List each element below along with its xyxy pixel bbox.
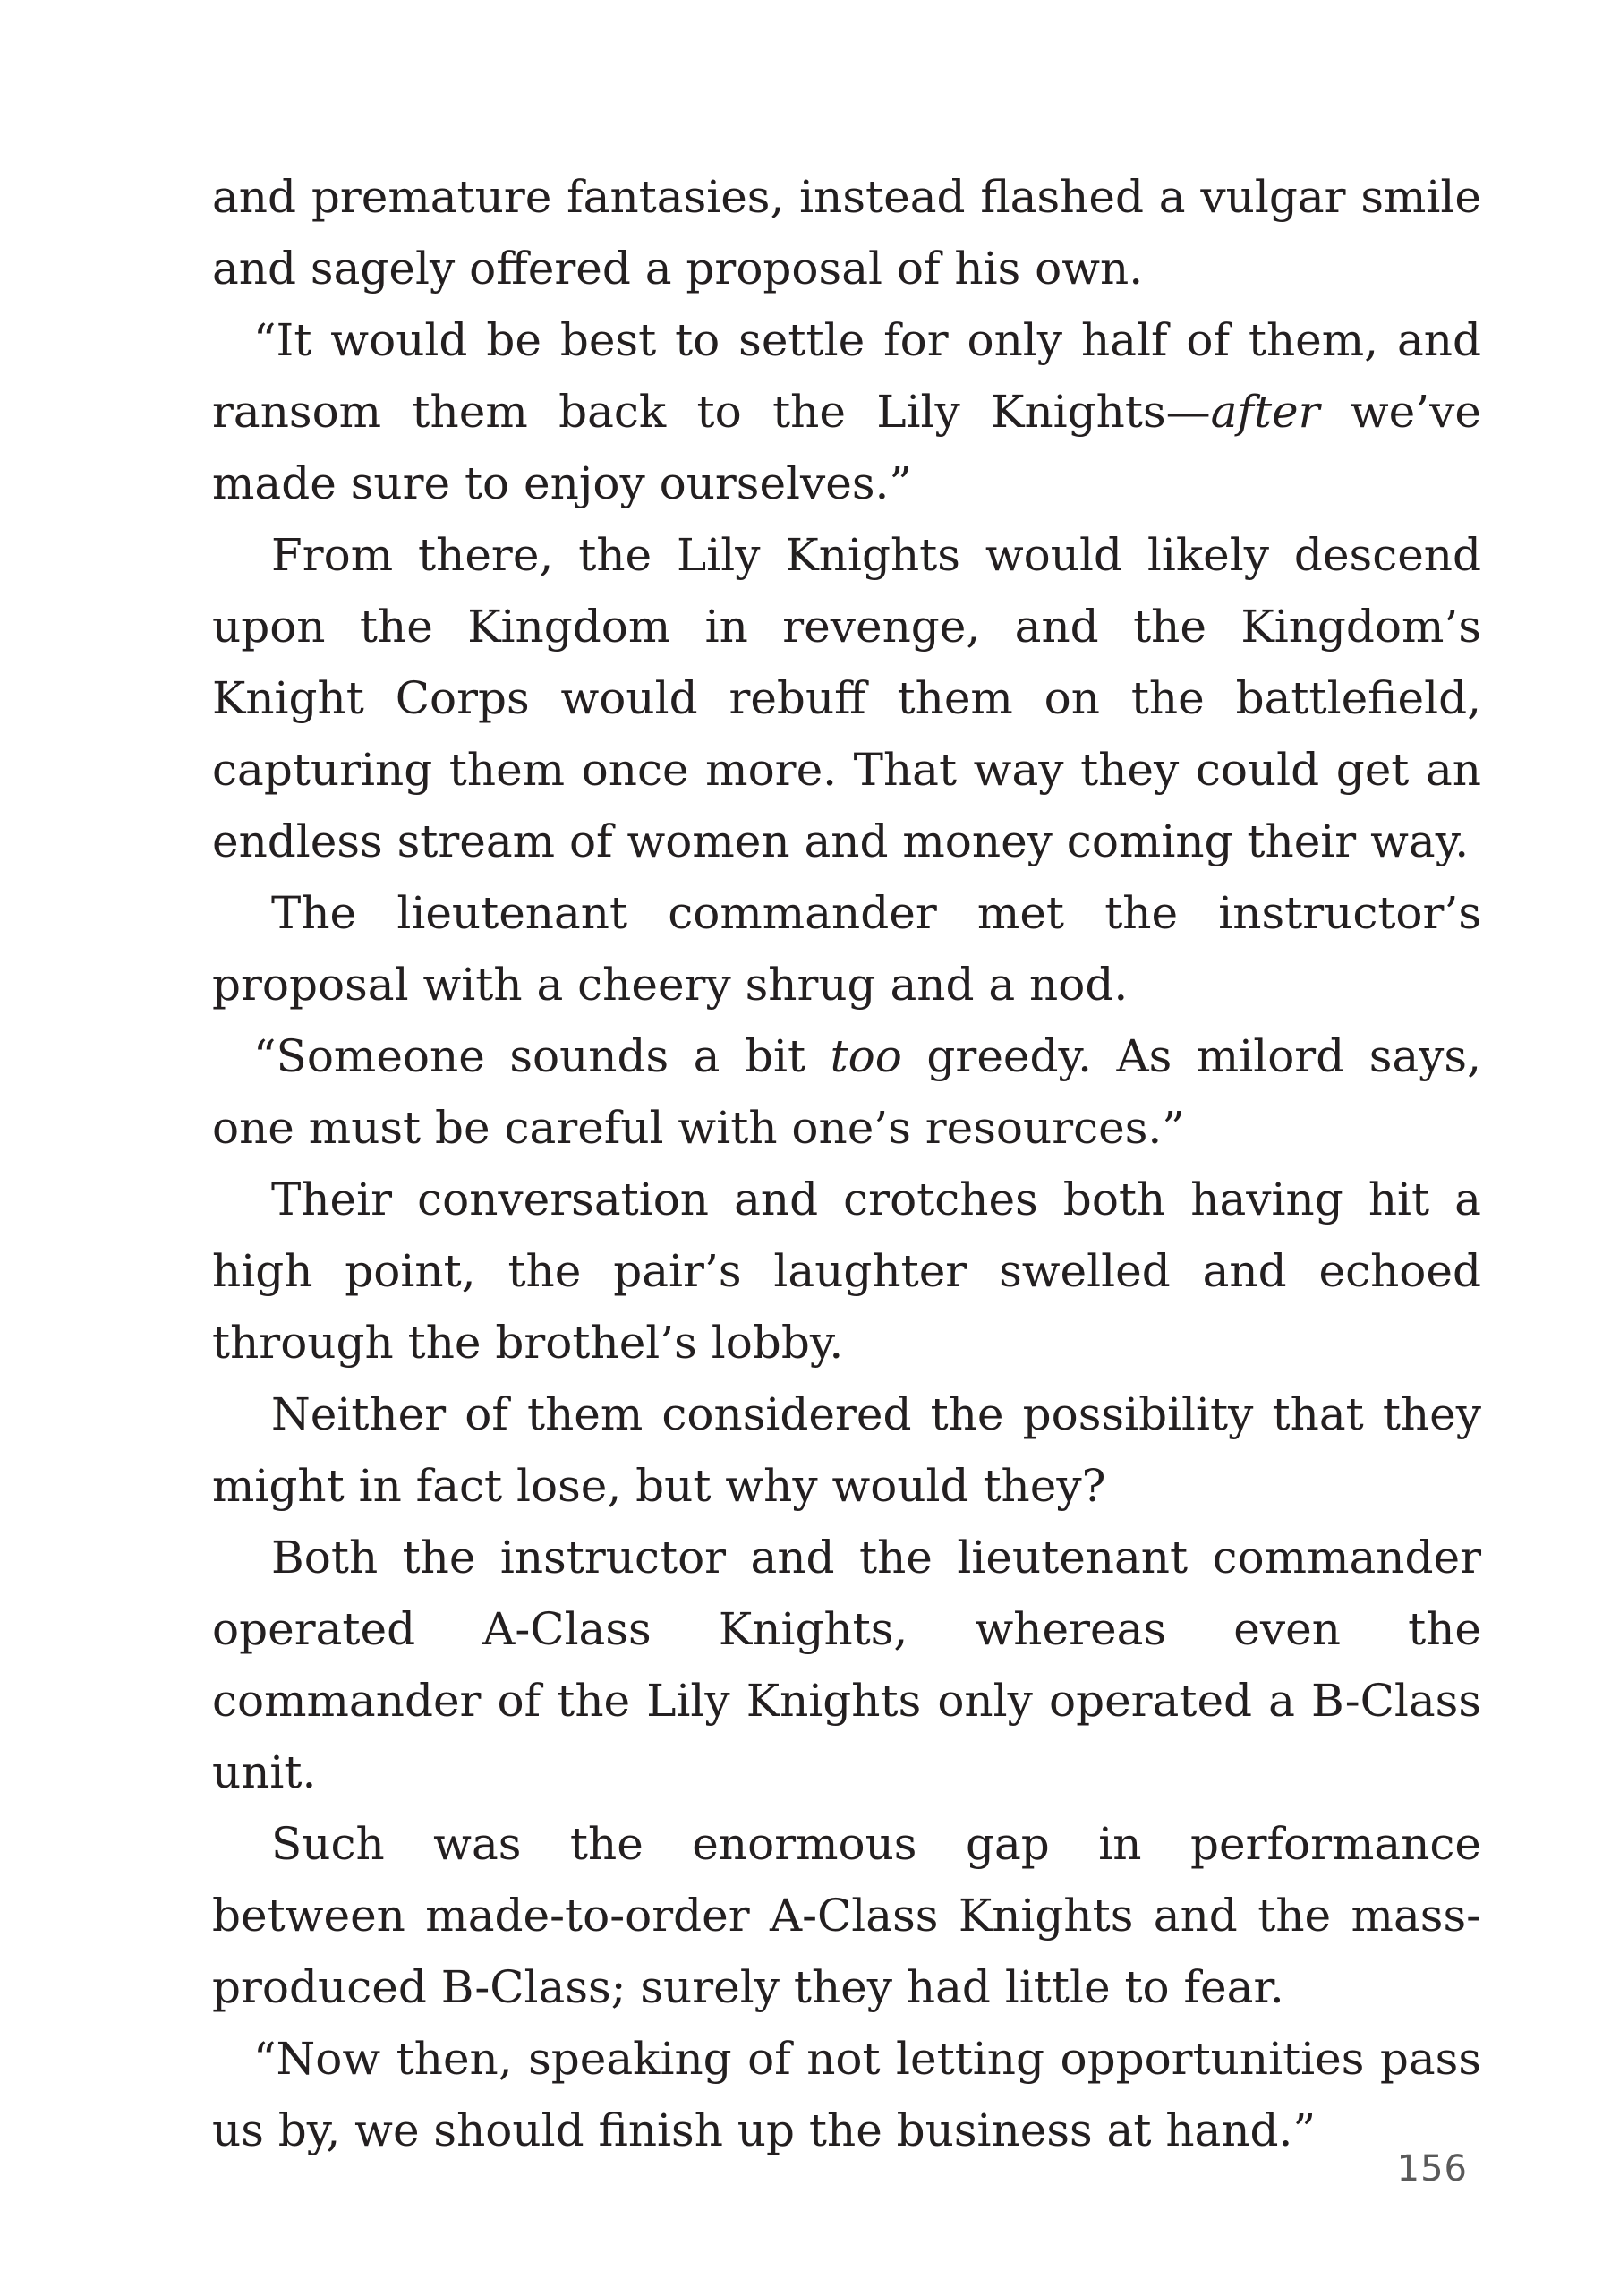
text-run: Their conversation and crotches both having hit a high point, the pair’s laughter swelled and echoed through the brothel’s lobby.: [212, 1174, 1481, 1369]
text-run: “Now then, speaking of not letting opportunities pass us by, we should finish up the business at hand.”: [212, 2033, 1481, 2156]
text-run: The lieutenant commander met the instructor’s proposal with a cheery shrug and a nod.: [212, 887, 1481, 1011]
paragraph: [212, 2023, 1481, 2166]
page-number: 156: [1396, 2148, 1468, 2189]
text-run: and premature fantasies, instead flashed a vulgar smile and sagely offered a proposal of his own.: [212, 171, 1481, 294]
paragraph: [212, 1164, 1481, 1378]
paragraph: [212, 1522, 1481, 1808]
text-run: Neither of them considered the possibility that they might in fact lose, but why would they?: [212, 1388, 1481, 1512]
text-run: “Someone sounds a bit: [253, 1030, 831, 1082]
body-text: [212, 161, 1481, 2166]
paragraph: [212, 1378, 1481, 1522]
emphasis-text: after: [1210, 386, 1320, 438]
text-run: we’ve made sure to enjoy ourselves.”: [212, 386, 1481, 509]
paragraph: [212, 519, 1481, 877]
paragraph: [212, 304, 1481, 519]
text-run: greedy. As milord says, one must be careful with one’s resources.”: [212, 1030, 1481, 1154]
paragraph: [212, 1808, 1481, 2023]
text-run: From there, the Lily Knights would likely descend upon the Kingdom in revenge, and the Kingdom’s Knight Corps would rebuff them on the battlefield, capturing them once more. That way they could get an endless stream of women and money coming their way.: [212, 529, 1481, 867]
text-run: Both the instructor and the lieutenant commander operated A-Class Knights, whereas even the commander of the Lily Knights only operated a B-Class unit.: [212, 1532, 1481, 1798]
text-run: “It would be best to settle for only half of them, and ransom them back to the Lily Knights—: [212, 314, 1481, 438]
paragraph: [212, 1020, 1481, 1164]
text-run: Such was the enormous gap in performance between made-to-order A-Class Knights and the mass-produced B-Class; surely they had little to fear.: [212, 1818, 1481, 2013]
paragraph: [212, 161, 1481, 304]
paragraph: [212, 877, 1481, 1020]
emphasis-text: too: [830, 1030, 902, 1082]
